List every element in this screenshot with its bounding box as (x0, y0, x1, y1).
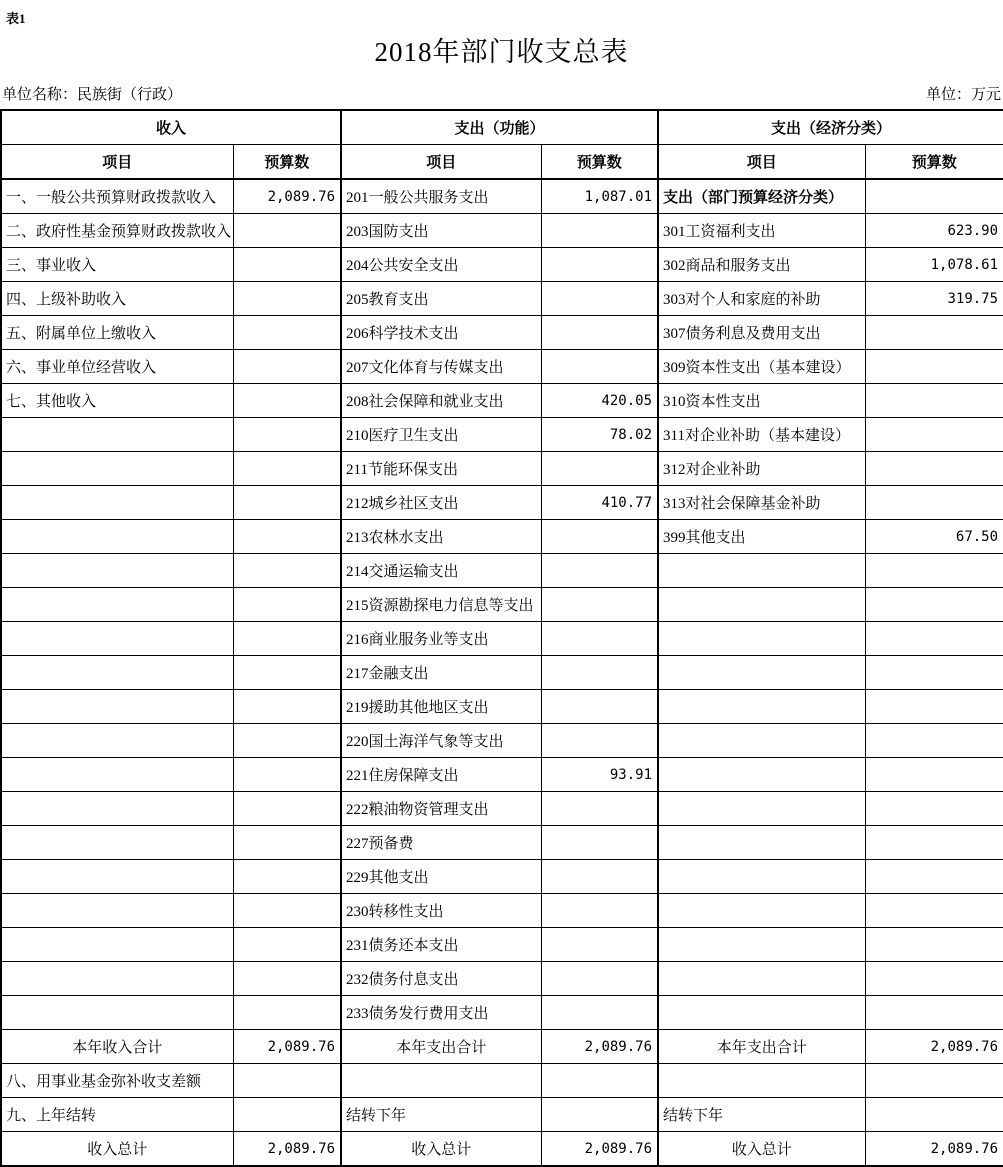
income-value-cell (233, 282, 341, 316)
function-item-cell: 217金融支出 (341, 656, 541, 690)
group-header-income: 收入 (1, 110, 341, 145)
econ-item-cell (658, 554, 865, 588)
table-row (1, 384, 1003, 418)
income-item-cell (1, 656, 233, 690)
income-item-cell (1, 758, 233, 792)
function-item-cell: 222粮油物资管理支出 (341, 792, 541, 826)
function-item-cell: 212城乡社区支出 (341, 486, 541, 520)
econ-item-cell: 309资本性支出（基本建设） (658, 350, 865, 384)
column-header-row (1, 145, 1003, 180)
income-value-cell (233, 214, 341, 248)
econ-item-cell (658, 996, 865, 1030)
col-header-econ-item: 项目 (658, 145, 865, 180)
income-value-cell (233, 1098, 341, 1132)
function-value-cell: 410.77 (541, 486, 658, 520)
income-item-cell (1, 826, 233, 860)
function-item-cell: 207文化体育与传媒支出 (341, 350, 541, 384)
income-item-cell: 收入总计 (1, 1132, 233, 1167)
function-item-cell: 210医疗卫生支出 (341, 418, 541, 452)
function-value-cell: 78.02 (541, 418, 658, 452)
income-item-cell (1, 622, 233, 656)
income-value-cell (233, 996, 341, 1030)
econ-item-cell: 303对个人和家庭的补助 (658, 282, 865, 316)
income-item-cell: 五、附属单位上缴收入 (1, 316, 233, 350)
income-item-cell: 一、一般公共预算财政拨款收入 (1, 179, 233, 214)
function-item-cell: 233债务发行费用支出 (341, 996, 541, 1030)
econ-item-cell: 307债务利息及费用支出 (658, 316, 865, 350)
function-value-cell (541, 520, 658, 554)
table-row (1, 282, 1003, 316)
function-item-cell: 230转移性支出 (341, 894, 541, 928)
function-item-cell: 211节能环保支出 (341, 452, 541, 486)
econ-value-cell (865, 860, 1003, 894)
econ-value-cell (865, 418, 1003, 452)
table-row (1, 792, 1003, 826)
function-value-cell (541, 316, 658, 350)
econ-item-cell: 支出（部门预算经济分类） (658, 179, 865, 214)
table-row (1, 860, 1003, 894)
income-value-cell (233, 860, 341, 894)
econ-value-cell (865, 996, 1003, 1030)
income-item-cell (1, 996, 233, 1030)
econ-item-cell: 结转下年 (658, 1098, 865, 1132)
econ-value-cell: 67.50 (865, 520, 1003, 554)
income-value-cell (233, 248, 341, 282)
income-item-cell (1, 554, 233, 588)
function-item-cell: 215资源勘探电力信息等支出 (341, 588, 541, 622)
income-value-cell (233, 316, 341, 350)
footer-row (1, 1030, 1003, 1064)
income-value-cell (233, 1064, 341, 1098)
function-item-cell: 206科学技术支出 (341, 316, 541, 350)
econ-item-cell (658, 1064, 865, 1098)
table-row (1, 758, 1003, 792)
income-item-cell (1, 962, 233, 996)
col-header-income-item: 项目 (1, 145, 233, 180)
function-item-cell: 221住房保障支出 (341, 758, 541, 792)
econ-value-cell (865, 350, 1003, 384)
group-header-econ: 支出（经济分类） (658, 110, 1003, 145)
income-item-cell (1, 418, 233, 452)
econ-item-cell (658, 622, 865, 656)
income-value-cell (233, 792, 341, 826)
econ-value-cell (865, 486, 1003, 520)
table-row (1, 554, 1003, 588)
income-value-cell (233, 656, 341, 690)
function-item-cell: 220国土海洋气象等支出 (341, 724, 541, 758)
unit-label: 单位：万元 (925, 87, 1001, 103)
col-header-function-item: 项目 (341, 145, 541, 180)
table-header (1, 110, 1003, 179)
econ-item-cell: 302商品和服务支出 (658, 248, 865, 282)
income-value-cell (233, 758, 341, 792)
function-value-cell (541, 826, 658, 860)
income-item-cell: 三、事业收入 (1, 248, 233, 282)
income-value-cell (233, 350, 341, 384)
footer-row (1, 1098, 1003, 1132)
income-item-cell (1, 792, 233, 826)
econ-value-cell (865, 316, 1003, 350)
function-value-cell (541, 588, 658, 622)
function-value-cell: 1,087.01 (541, 179, 658, 214)
econ-value-cell: 1,078.61 (865, 248, 1003, 282)
econ-value-cell (865, 179, 1003, 214)
function-item-cell: 232债务付息支出 (341, 962, 541, 996)
function-value-cell (541, 996, 658, 1030)
econ-value-cell (865, 588, 1003, 622)
function-value-cell (541, 724, 658, 758)
function-item-cell: 231债务还本支出 (341, 928, 541, 962)
function-value-cell (541, 1064, 658, 1098)
econ-value-cell (865, 962, 1003, 996)
econ-item-cell (658, 826, 865, 860)
econ-item-cell: 收入总计 (658, 1132, 865, 1167)
econ-item-cell: 本年支出合计 (658, 1030, 865, 1064)
page-title: 2018年部门收支总表 (374, 37, 629, 67)
table-row (1, 214, 1003, 248)
function-value-cell (541, 1098, 658, 1132)
function-item-cell: 本年支出合计 (341, 1030, 541, 1064)
econ-value-cell (865, 758, 1003, 792)
income-item-cell (1, 894, 233, 928)
function-value-cell (541, 452, 658, 486)
econ-value-cell (865, 928, 1003, 962)
function-value-cell: 2,089.76 (541, 1132, 658, 1167)
group-header-row (1, 110, 1003, 145)
table-row (1, 826, 1003, 860)
income-value-cell: 2,089.76 (233, 1132, 341, 1167)
econ-item-cell (658, 724, 865, 758)
function-value-cell (541, 554, 658, 588)
table-row (1, 996, 1003, 1030)
econ-item-cell (658, 792, 865, 826)
econ-value-cell (865, 792, 1003, 826)
econ-value-cell (865, 826, 1003, 860)
income-item-cell (1, 690, 233, 724)
econ-item-cell (658, 860, 865, 894)
income-item-cell (1, 724, 233, 758)
income-item-cell (1, 928, 233, 962)
income-value-cell (233, 554, 341, 588)
econ-item-cell: 301工资福利支出 (658, 214, 865, 248)
econ-value-cell: 2,089.76 (865, 1030, 1003, 1064)
function-value-cell: 93.91 (541, 758, 658, 792)
income-item-cell (1, 520, 233, 554)
econ-value-cell: 319.75 (865, 282, 1003, 316)
econ-item-cell (658, 928, 865, 962)
function-item-cell: 219援助其他地区支出 (341, 690, 541, 724)
income-value-cell: 2,089.76 (233, 1030, 341, 1064)
function-item-cell: 227预备费 (341, 826, 541, 860)
table-row (1, 350, 1003, 384)
econ-item-cell: 399其他支出 (658, 520, 865, 554)
footer-row (1, 1064, 1003, 1098)
function-item-cell: 216商业服务业等支出 (341, 622, 541, 656)
econ-value-cell (865, 1098, 1003, 1132)
table-row (1, 248, 1003, 282)
income-value-cell (233, 894, 341, 928)
income-value-cell (233, 418, 341, 452)
function-value-cell (541, 622, 658, 656)
table-row (1, 520, 1003, 554)
group-header-function: 支出（功能） (341, 110, 658, 145)
econ-value-cell (865, 384, 1003, 418)
econ-item-cell (658, 656, 865, 690)
function-item-cell: 205教育支出 (341, 282, 541, 316)
function-value-cell (541, 928, 658, 962)
table-row (1, 894, 1003, 928)
econ-value-cell: 623.90 (865, 214, 1003, 248)
table-row (1, 316, 1003, 350)
econ-item-cell: 313对社会保障基金补助 (658, 486, 865, 520)
econ-item-cell (658, 588, 865, 622)
function-value-cell (541, 656, 658, 690)
table-row (1, 418, 1003, 452)
function-item-cell: 213农林水支出 (341, 520, 541, 554)
function-item-cell: 收入总计 (341, 1132, 541, 1167)
income-value-cell: 2,089.76 (233, 179, 341, 214)
function-item-cell: 214交通运输支出 (341, 554, 541, 588)
function-value-cell (541, 690, 658, 724)
econ-value-cell (865, 894, 1003, 928)
meta-row (0, 69, 1003, 109)
income-item-cell: 七、其他收入 (1, 384, 233, 418)
econ-item-cell: 312对企业补助 (658, 452, 865, 486)
econ-value-cell (865, 656, 1003, 690)
econ-item-cell (658, 690, 865, 724)
function-item-cell: 208社会保障和就业支出 (341, 384, 541, 418)
col-header-econ-value: 预算数 (865, 145, 1003, 180)
col-header-income-value: 预算数 (233, 145, 341, 180)
income-value-cell (233, 588, 341, 622)
col-header-function-value: 预算数 (541, 145, 658, 180)
table-row (1, 656, 1003, 690)
income-item-cell: 六、事业单位经营收入 (1, 350, 233, 384)
table-row (1, 928, 1003, 962)
income-value-cell (233, 622, 341, 656)
income-item-cell (1, 486, 233, 520)
function-item-cell: 结转下年 (341, 1098, 541, 1132)
footer-row (1, 1132, 1003, 1167)
income-item-cell: 二、政府性基金预算财政拨款收入 (1, 214, 233, 248)
income-value-cell (233, 724, 341, 758)
function-value-cell: 2,089.76 (541, 1030, 658, 1064)
income-item-cell: 八、用事业基金弥补收支差额 (1, 1064, 233, 1098)
econ-value-cell (865, 724, 1003, 758)
table-body (1, 179, 1003, 1166)
income-item-cell: 四、上级补助收入 (1, 282, 233, 316)
table-row (1, 452, 1003, 486)
income-item-cell: 本年收入合计 (1, 1030, 233, 1064)
function-item-cell: 201一般公共服务支出 (341, 179, 541, 214)
function-value-cell (541, 282, 658, 316)
econ-value-cell (865, 1064, 1003, 1098)
income-value-cell (233, 520, 341, 554)
function-item-cell (341, 1064, 541, 1098)
income-item-cell (1, 588, 233, 622)
table-row (1, 179, 1003, 214)
table-tag: 表1 (6, 11, 26, 26)
function-value-cell (541, 248, 658, 282)
function-value-cell (541, 962, 658, 996)
econ-item-cell (658, 894, 865, 928)
unit-name-label: 单位名称：民族街（行政） (2, 87, 183, 103)
income-item-cell: 九、上年结转 (1, 1098, 233, 1132)
income-value-cell (233, 928, 341, 962)
income-value-cell (233, 690, 341, 724)
income-value-cell (233, 384, 341, 418)
econ-value-cell (865, 554, 1003, 588)
econ-item-cell (658, 962, 865, 996)
econ-item-cell: 310资本性支出 (658, 384, 865, 418)
budget-table (0, 109, 1003, 1167)
income-value-cell (233, 452, 341, 486)
income-value-cell (233, 486, 341, 520)
function-value-cell (541, 350, 658, 384)
econ-value-cell (865, 452, 1003, 486)
table-row (1, 588, 1003, 622)
function-item-cell: 229其他支出 (341, 860, 541, 894)
function-value-cell (541, 860, 658, 894)
function-value-cell (541, 214, 658, 248)
econ-value-cell: 2,089.76 (865, 1132, 1003, 1167)
table-row (1, 724, 1003, 758)
function-item-cell: 203国防支出 (341, 214, 541, 248)
function-value-cell (541, 894, 658, 928)
econ-value-cell (865, 622, 1003, 656)
table-row (1, 486, 1003, 520)
table-row (1, 962, 1003, 996)
econ-item-cell (658, 758, 865, 792)
income-item-cell (1, 860, 233, 894)
function-value-cell: 420.05 (541, 384, 658, 418)
income-item-cell (1, 452, 233, 486)
econ-item-cell: 311对企业补助（基本建设） (658, 418, 865, 452)
econ-value-cell (865, 690, 1003, 724)
income-value-cell (233, 962, 341, 996)
table-row (1, 690, 1003, 724)
function-value-cell (541, 792, 658, 826)
income-value-cell (233, 826, 341, 860)
table-row (1, 622, 1003, 656)
function-item-cell: 204公共安全支出 (341, 248, 541, 282)
